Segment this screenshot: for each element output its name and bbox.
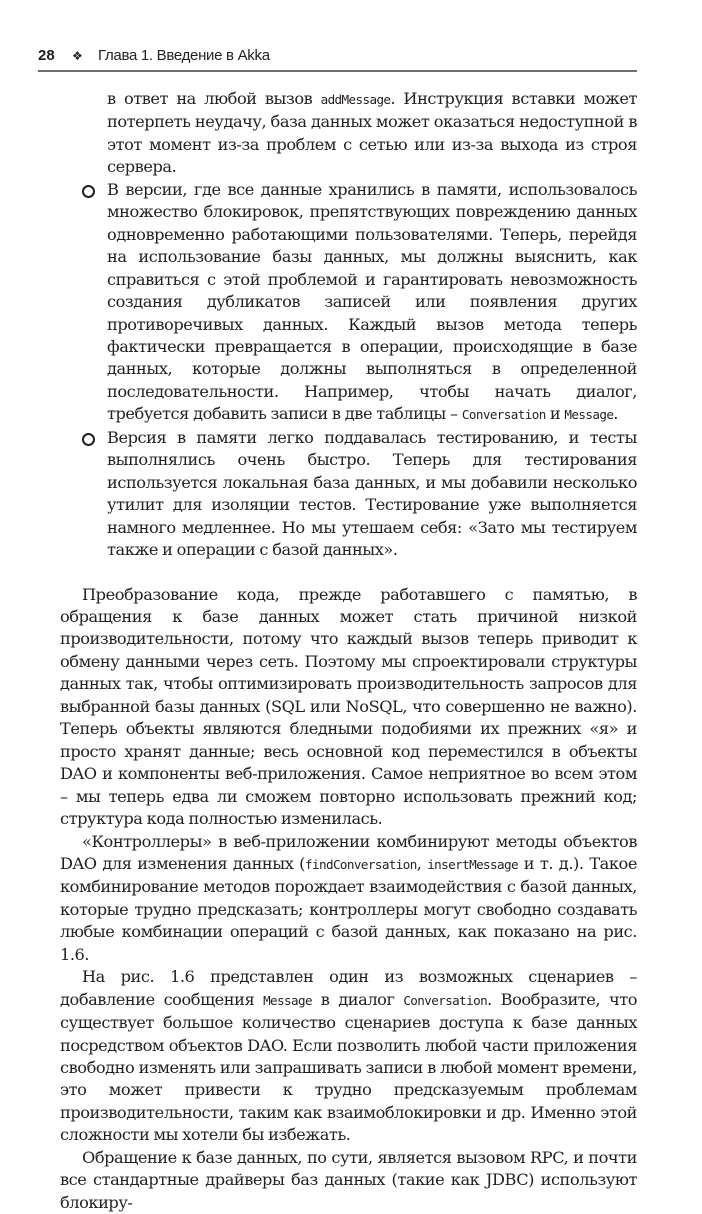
page-body [60, 88, 637, 1214]
bullet-item-locking [60, 179, 637, 427]
bullet-item-testing [60, 427, 637, 562]
paragraph-scenario [60, 966, 637, 1147]
text: . Инструкция вставки может потерпеть неудачу, база данных может оказаться недоступной в этот момент из-за проблем с сетью или из-за выхода из строя сервера. [107, 89, 637, 177]
bullet-continuation [60, 88, 637, 179]
bullet-circle-icon [82, 185, 95, 198]
paragraph-rpc: Обращение к базе данных, по сути, является вызовом RPC, и почти все стандартные драйверы баз данных (такие как JDBC) используют блокиру- [60, 1147, 637, 1212]
text: . [613, 404, 618, 424]
text: и т. д.). Такое комбинирование методов порождает взаимодействия с базой данных, которые трудно предсказать; контроллеры могут свободно создавать любые комбинации операций с базой данных, как показано на рис. 1.6. [60, 853, 637, 964]
text: в диалог [311, 989, 404, 1009]
text: «Контроллеры» в веб-приложении комбинируют методы объектов DAO для изменения данных ( [60, 831, 637, 873]
code-conversation: Conversation [403, 992, 488, 1008]
ornament-icon: ❖ [72, 49, 83, 63]
spacer [60, 562, 637, 584]
bullet-circle-icon [82, 433, 95, 446]
text: Версия в памяти легко поддавалась тестированию, и тесты выполнялись очень быстро. Теперь для тестирования используется локальная база данных, и мы добавили несколько утилит для изоляции тестов. Тестирование уже выполняется намного медленнее. Но мы утешаем себя: «Зато мы тестируем также и операции с базой данных». [107, 427, 637, 560]
text: и [545, 404, 565, 424]
text: . Вообразите, что существует большое количество сценариев доступа к базе данных посредством объектов DAO. Если позволить любой части приложения свободно изменять или запрашивать записи в любой момент времени, это может привести к трудно предсказуемым проблемам производительности, таким как взаимоблокировки и др. Именно этой сложности мы хотели бы избежать. [60, 989, 638, 1145]
code-find-conversation: findConversation [305, 856, 417, 872]
code-insert-message: insertMessage [427, 856, 518, 872]
paragraph-controllers [60, 831, 637, 967]
code-message: Message [263, 992, 312, 1008]
running-header [38, 46, 637, 72]
text: На рис. 1.6 представлен один из возможных сценариев – добавление сообщения [60, 967, 637, 1009]
code-add-message: addMessage [320, 92, 391, 107]
text: в ответ на любой вызов [107, 89, 321, 108]
text: В версии, где все данные хранились в памяти, использовалось множество блокировок, препятствующих повреждению данных одновременно работающими пользователями. Теперь, перейдя на использование базы данных, мы должны выяснить, как справиться с этой проблемой и гарантировать невозможность создания дубликатов записей или появления других противоречивых данных. Каждый вызов метода теперь фактически превращается в операции, происходящие в базе данных, которые должны выполняться в определенной последовательности. Например, чтобы начать диалог, требуется добавить записи в две таблицы – [107, 179, 637, 424]
page-number: 28 [38, 47, 55, 64]
paragraph-performance: Преобразование кода, прежде работавшего с памятью, в обращения к базе данных может стать причиной низкой производительности, потому что каждый вызов теперь приводит к обмену данными через сеть. Поэтому мы спроектировали структуры данных так, чтобы оптимизировать производительность запросов для выбранной базы данных (SQL или NoSQL, что совершенно не важно). Теперь объекты являются бледными подобиями их прежних «я» и просто хранят данные; весь основной код переместился в объекты DAO и компоненты веб-приложения. Самое неприятное во всем этом – мы теперь едва ли сможем повторно использовать прежний код; структура кода полностью изменилась. [60, 584, 637, 829]
text: , [416, 853, 428, 873]
code-message: Message [564, 407, 614, 423]
chapter-title: Глава 1. Введение в Akka [98, 47, 270, 64]
code-conversation: Conversation [461, 407, 546, 423]
